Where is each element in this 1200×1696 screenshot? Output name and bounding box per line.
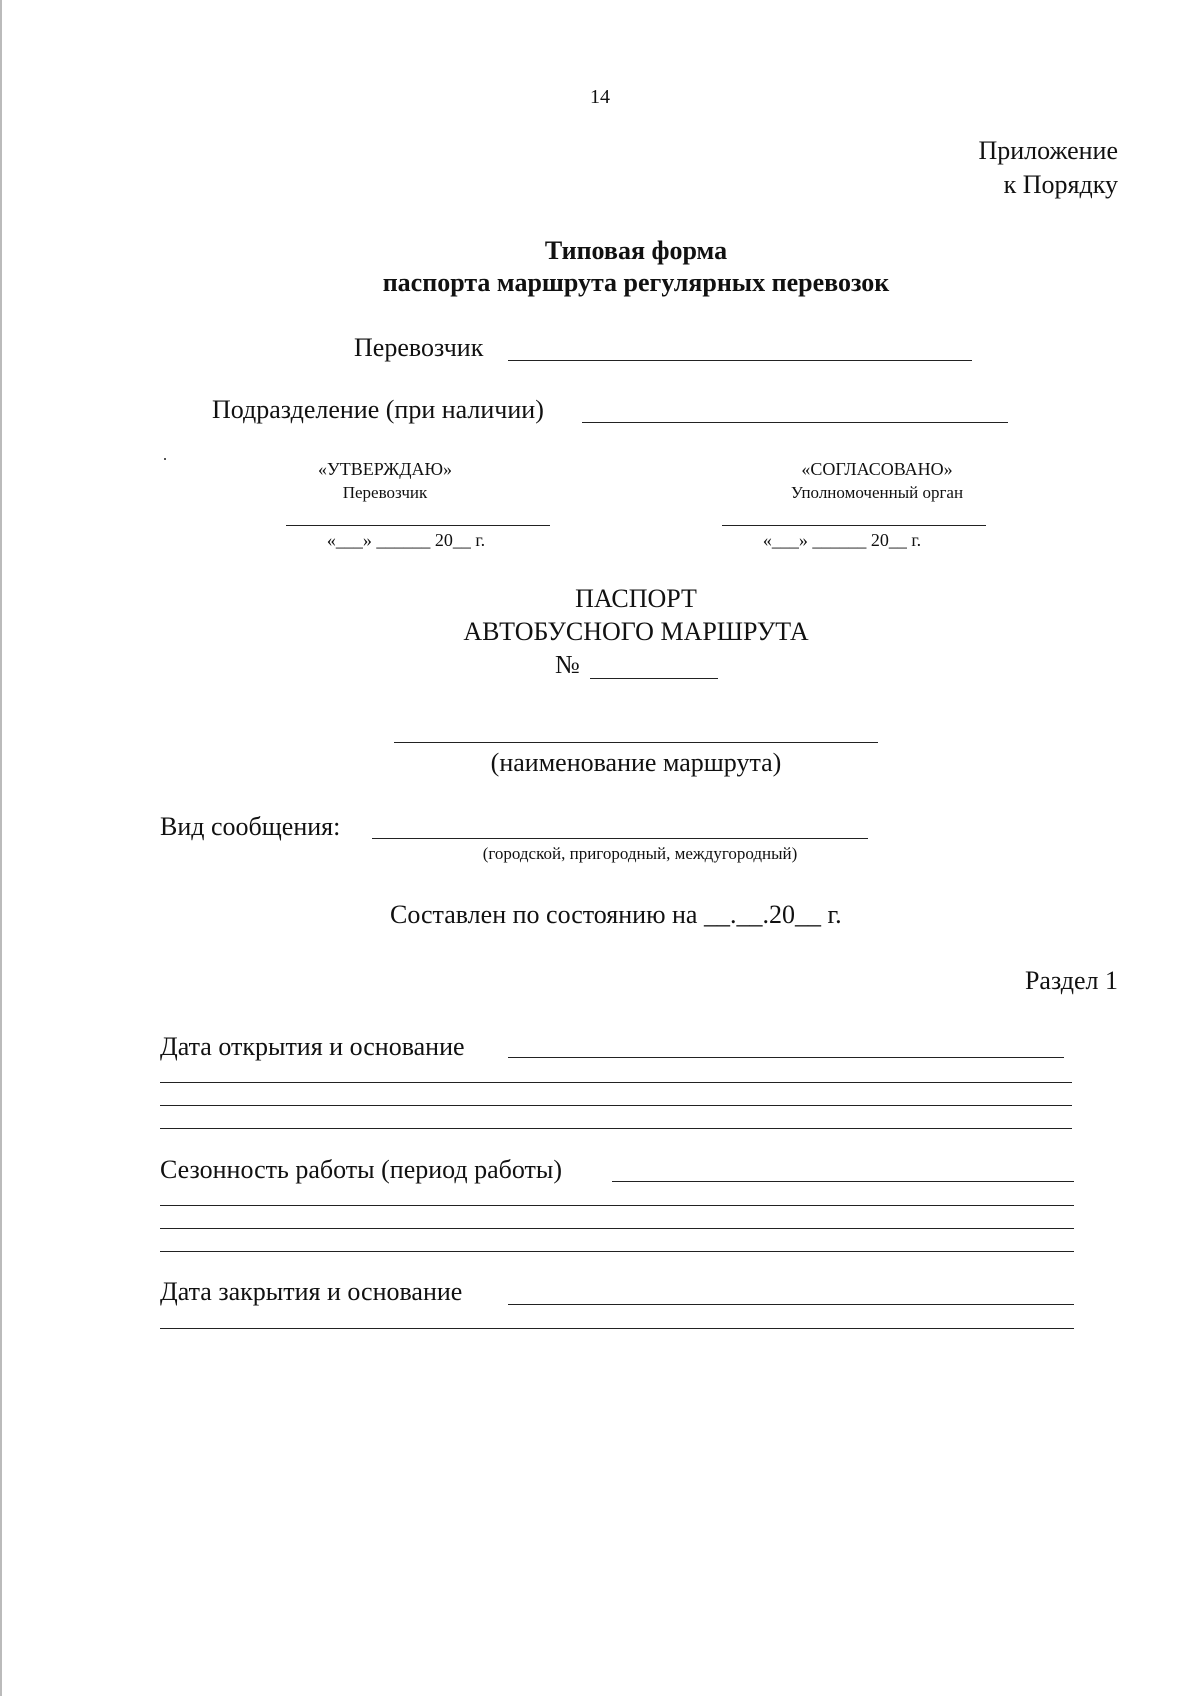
section-label: Раздел 1 xyxy=(1024,966,1118,995)
opening-label: Дата открытия и основание xyxy=(160,1032,465,1061)
passport-number-label: № xyxy=(555,650,580,679)
approve-date: «___» ______ 20__ г. xyxy=(326,530,486,550)
page-number: 14 xyxy=(590,86,610,108)
annex-line-1: Приложение xyxy=(978,136,1118,165)
passport-title-line-2: АВТОБУСНОГО МАРШРУТА xyxy=(463,617,809,646)
agree-role: Уполномоченный орган xyxy=(790,483,964,502)
closing-line[interactable] xyxy=(508,1304,1074,1305)
route-name-line[interactable] xyxy=(394,742,878,743)
scan-speck xyxy=(164,458,166,460)
agree-date: «___» ______ 20__ г. xyxy=(762,530,922,550)
seasonality-label: Сезонность работы (период работы) xyxy=(160,1155,563,1184)
approve-role: Перевозчик xyxy=(342,483,428,502)
message-type-line[interactable] xyxy=(372,838,868,839)
form-title-line-1: Типовая форма xyxy=(544,236,728,265)
opening-line[interactable] xyxy=(160,1105,1072,1106)
closing-label: Дата закрытия и основание xyxy=(160,1277,463,1306)
route-name-caption: (наименование маршрута) xyxy=(490,748,782,777)
opening-line[interactable] xyxy=(508,1057,1064,1058)
passport-number-line[interactable] xyxy=(590,678,718,679)
seasonality-line[interactable] xyxy=(160,1251,1074,1252)
subdivision-label: Подразделение (при наличии) xyxy=(212,395,544,424)
agree-signature-line[interactable] xyxy=(722,525,986,526)
opening-line[interactable] xyxy=(160,1082,1072,1083)
message-type-label: Вид сообщения: xyxy=(160,812,341,841)
approve-heading: «УТВЕРЖДАЮ» xyxy=(317,459,453,479)
closing-line[interactable] xyxy=(160,1328,1074,1329)
passport-title-line-1: ПАСПОРТ xyxy=(575,584,697,613)
annex-line-2: к Порядку xyxy=(1003,170,1118,199)
form-title-line-2: паспорта маршрута регулярных перевозок xyxy=(382,268,890,297)
carrier-label: Перевозчик xyxy=(354,333,484,362)
opening-line[interactable] xyxy=(160,1128,1072,1129)
carrier-field-line[interactable] xyxy=(508,360,972,361)
seasonality-line[interactable] xyxy=(160,1205,1074,1206)
seasonality-line[interactable] xyxy=(612,1181,1074,1182)
agree-heading: «СОГЛАСОВАНО» xyxy=(801,459,953,479)
seasonality-line[interactable] xyxy=(160,1228,1074,1229)
approve-signature-line[interactable] xyxy=(286,525,550,526)
compiled-as-of: Составлен по состоянию на __.__.20__ г. xyxy=(390,900,842,929)
message-type-caption: (городской, пригородный, междугородный) xyxy=(482,844,798,863)
subdivision-field-line[interactable] xyxy=(582,422,1008,423)
